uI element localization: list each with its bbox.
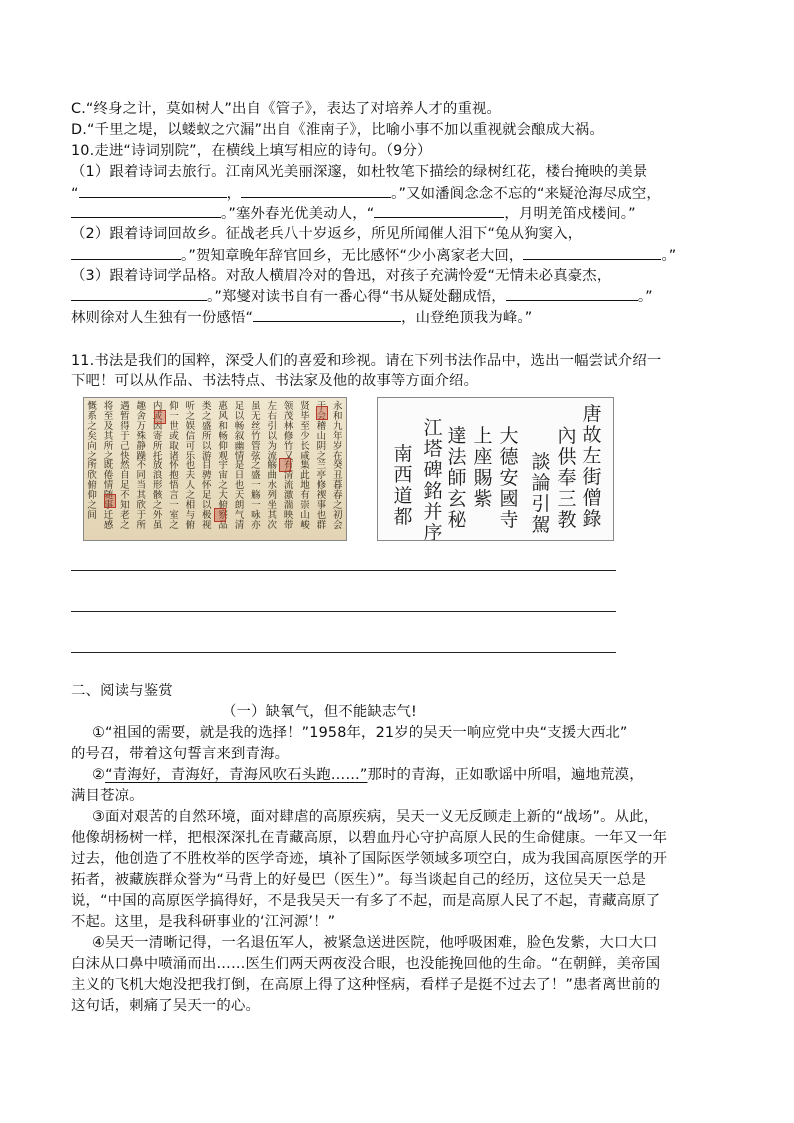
q10-p1-line2: “ ， 。”又如潘阆念念不忘的“来疑沧海尽成空，: [71, 183, 661, 204]
calligraphy-image-running-script[interactable]: [83, 397, 347, 541]
calligraphy-column: 内或因寄所托放浪形骸之外虽: [152, 401, 163, 531]
para2-line1: ②“青海好，青海好，青海风吹石头跑……”那时的青海，正如歌谣中所唱，遍地荒漠，: [92, 767, 644, 783]
para1-line1: ①“祖国的需要，就是我的选择！”1958年，21岁的吴天一响应党中央“支援大西北”: [92, 725, 628, 741]
calligraphy-column: 仰一世或取诸怀抱悟言一室之: [169, 401, 179, 531]
seal-stamp: [279, 458, 291, 472]
answer-blank[interactable]: [71, 286, 207, 301]
answer-line[interactable]: [71, 611, 616, 612]
calligraphy-column: 唐故左街僧錄: [582, 403, 602, 530]
para2-line2: 满目苍凉。: [71, 788, 144, 804]
calligraphy-column: 足以畅叙幽情是日也天朗气清: [234, 401, 245, 531]
para3-line5: 说，“中国的高原医学搞得好，不是我吴天一有多了不起，而是高原人民了不起，青藏高原了: [71, 893, 661, 909]
para3-line4: 拓者，被藏族群众誉为“马背上的好曼巴（医生）”。每当谈起自己的经历，这位吴天一总是: [71, 872, 647, 888]
underlined-ballad: “青海好，青海好，青海风吹石头跑……”: [105, 767, 368, 783]
q10-p3-line3: 林则徐对人生独有一份感悟“ ，山登绝顶我为峰。”: [71, 307, 532, 328]
calligraphy-column: 內供奉三教: [557, 425, 577, 531]
answer-blank[interactable]: [374, 203, 504, 218]
q10-p1-line1: （1）跟着诗词去旅行。江南风光美丽深邃，如杜牧笔下描绘的绿树红花，楼台掩映的美景: [71, 164, 648, 180]
q10-p3-line1: （3）跟着诗词学品格。对敌人横眉冷对的鲁迅，对孩子充满怜爱“无情未必真豪杰，: [71, 268, 612, 284]
para1-line2: 的号召，带着这句誓言来到青海。: [71, 746, 290, 762]
answer-blank[interactable]: [523, 245, 661, 260]
answer-blank[interactable]: [241, 183, 391, 198]
article-title: （一）缺氧气，但不能缺志气!: [222, 704, 417, 720]
calligraphy-column: 将至及其所之既倦情随事迁感: [103, 401, 114, 531]
q11-line1: 11.书法是我们的国粹，深受人们的喜爱和珍视。请在下列书法作品中，选出一幅尝试介绍一: [71, 353, 662, 369]
para4-line3: 主义的飞机大炮没把我打倒，在高原上得了这种怪病，看样子是挺不过去了！”患者离世前的: [71, 977, 661, 993]
calligraphy-column: 達法師玄秘: [447, 425, 467, 531]
calligraphy-column: 领茂林修竹又有清流激湍映带: [283, 401, 294, 531]
para4-line4: 这句话，刺痛了吴天一的心。: [71, 998, 261, 1014]
para4-line1: ④吴天一清晰记得，一名退伍军人，被紧急送进医院，他呼吸困难，脸色发紫，大口大口: [92, 935, 658, 951]
seal-stamp: [154, 410, 166, 424]
calligraphy-column: 趣舍万殊静躁不同当其欣于所: [136, 401, 147, 531]
option-d: D.“千里之堤，以蝼蚁之穴漏”出自《淮南子》，比喻小事不加以重视就会酿成大祸。: [71, 122, 604, 138]
para4-line2: 白沫从口鼻中喷涌而出……医生们两天两夜没合眼，也没能挽回他的生命。“在朝鲜，美帝国: [71, 956, 661, 972]
para3-line2: 他像胡杨树一样，把根深深扎在青藏高原，以碧血丹心守护高原人民的生命健康。一年又一年: [71, 830, 668, 846]
section-title: 二、阅读与鉴赏: [71, 683, 173, 699]
para3-line1: ③面对艰苦的自然环境，面对肆虐的高原疾病，吴天一义无反顾走上新的“战场”。从此，: [92, 809, 659, 825]
para3-line6: 不起。这里，是我科研事业的‘江河源’！”: [71, 914, 336, 930]
para3-line3: 过去，他创造了不胜枚举的医学奇迹，填补了国际医学领域多项空白，成为我国高原医学的开: [71, 851, 668, 867]
answer-line[interactable]: [71, 652, 616, 653]
calligraphy-column: 贤毕至少长咸集此地有崇山峻: [300, 401, 310, 531]
calligraphy-column: 談論引駕: [531, 451, 551, 536]
calligraphy-image-regular-script[interactable]: [377, 397, 614, 541]
calligraphy-column: 南西道都: [393, 443, 413, 528]
answer-line[interactable]: [71, 570, 616, 571]
seal-stamp: [214, 508, 226, 522]
calligraphy-column: 于会稽山阴之兰亭修禊事也群: [316, 401, 327, 531]
answer-blank[interactable]: [71, 203, 221, 218]
answer-blank[interactable]: [71, 245, 181, 260]
calligraphy-column: 永和九年岁在癸丑暮春之初会: [333, 401, 343, 531]
q10-p1-line3: 。”塞外春光优美动人，“ ，月明羌笛戍楼间。”: [71, 203, 636, 224]
q10-p2-line1: （2）跟着诗词回故乡。征战老兵八十岁返乡，所见所闻催人泪下“兔从狗窦入，: [71, 226, 583, 242]
calligraphy-column: 惠风和畅仰观宇宙之大俯察品: [218, 401, 228, 531]
answer-blank[interactable]: [506, 286, 638, 301]
q11-line2: 下吧！可以从作品、书法特点、书法家及他的故事等方面介绍。: [71, 373, 479, 389]
calligraphy-column: 大德安國寺: [499, 425, 519, 531]
calligraphy-column: 慨系之矣向之所欣俯仰之间: [87, 401, 97, 521]
answer-blank[interactable]: [253, 307, 401, 322]
calligraphy-column: 遇暂得于己快然自足不知老之: [120, 401, 130, 531]
seal-stamp: [104, 494, 116, 508]
option-c: C.“终身之计，莫如树人”出自《管子》，表达了对培养人才的重视。: [71, 101, 502, 117]
calligraphy-column: 类之盛所以游目骋怀足以极视: [202, 401, 212, 531]
q10-p2-line2: 。”贺知章晚年辞官回乡，无比感怀“少小离家老大回， 。”: [71, 245, 676, 266]
calligraphy-column: 上座賜紫: [473, 425, 493, 510]
calligraphy-column: 听之娱信可乐也夫人之相与俯: [185, 401, 196, 531]
calligraphy-column: 虽无丝竹管弦之盛一觞一咏亦: [251, 401, 261, 531]
calligraphy-column: 江塔碑銘并序: [423, 417, 443, 541]
answer-blank[interactable]: [79, 183, 227, 198]
calligraphy-column: 左右引以为流觞曲水列坐其次: [267, 401, 278, 531]
q10-title: 10.走进“诗词别院”，在横线上填写相应的诗句。（9分）: [71, 143, 432, 159]
q10-p3-line2: 。”郑燮对读书自有一番心得“书从疑处翻成悟， 。”: [71, 286, 653, 307]
seal-stamp: [316, 406, 328, 420]
